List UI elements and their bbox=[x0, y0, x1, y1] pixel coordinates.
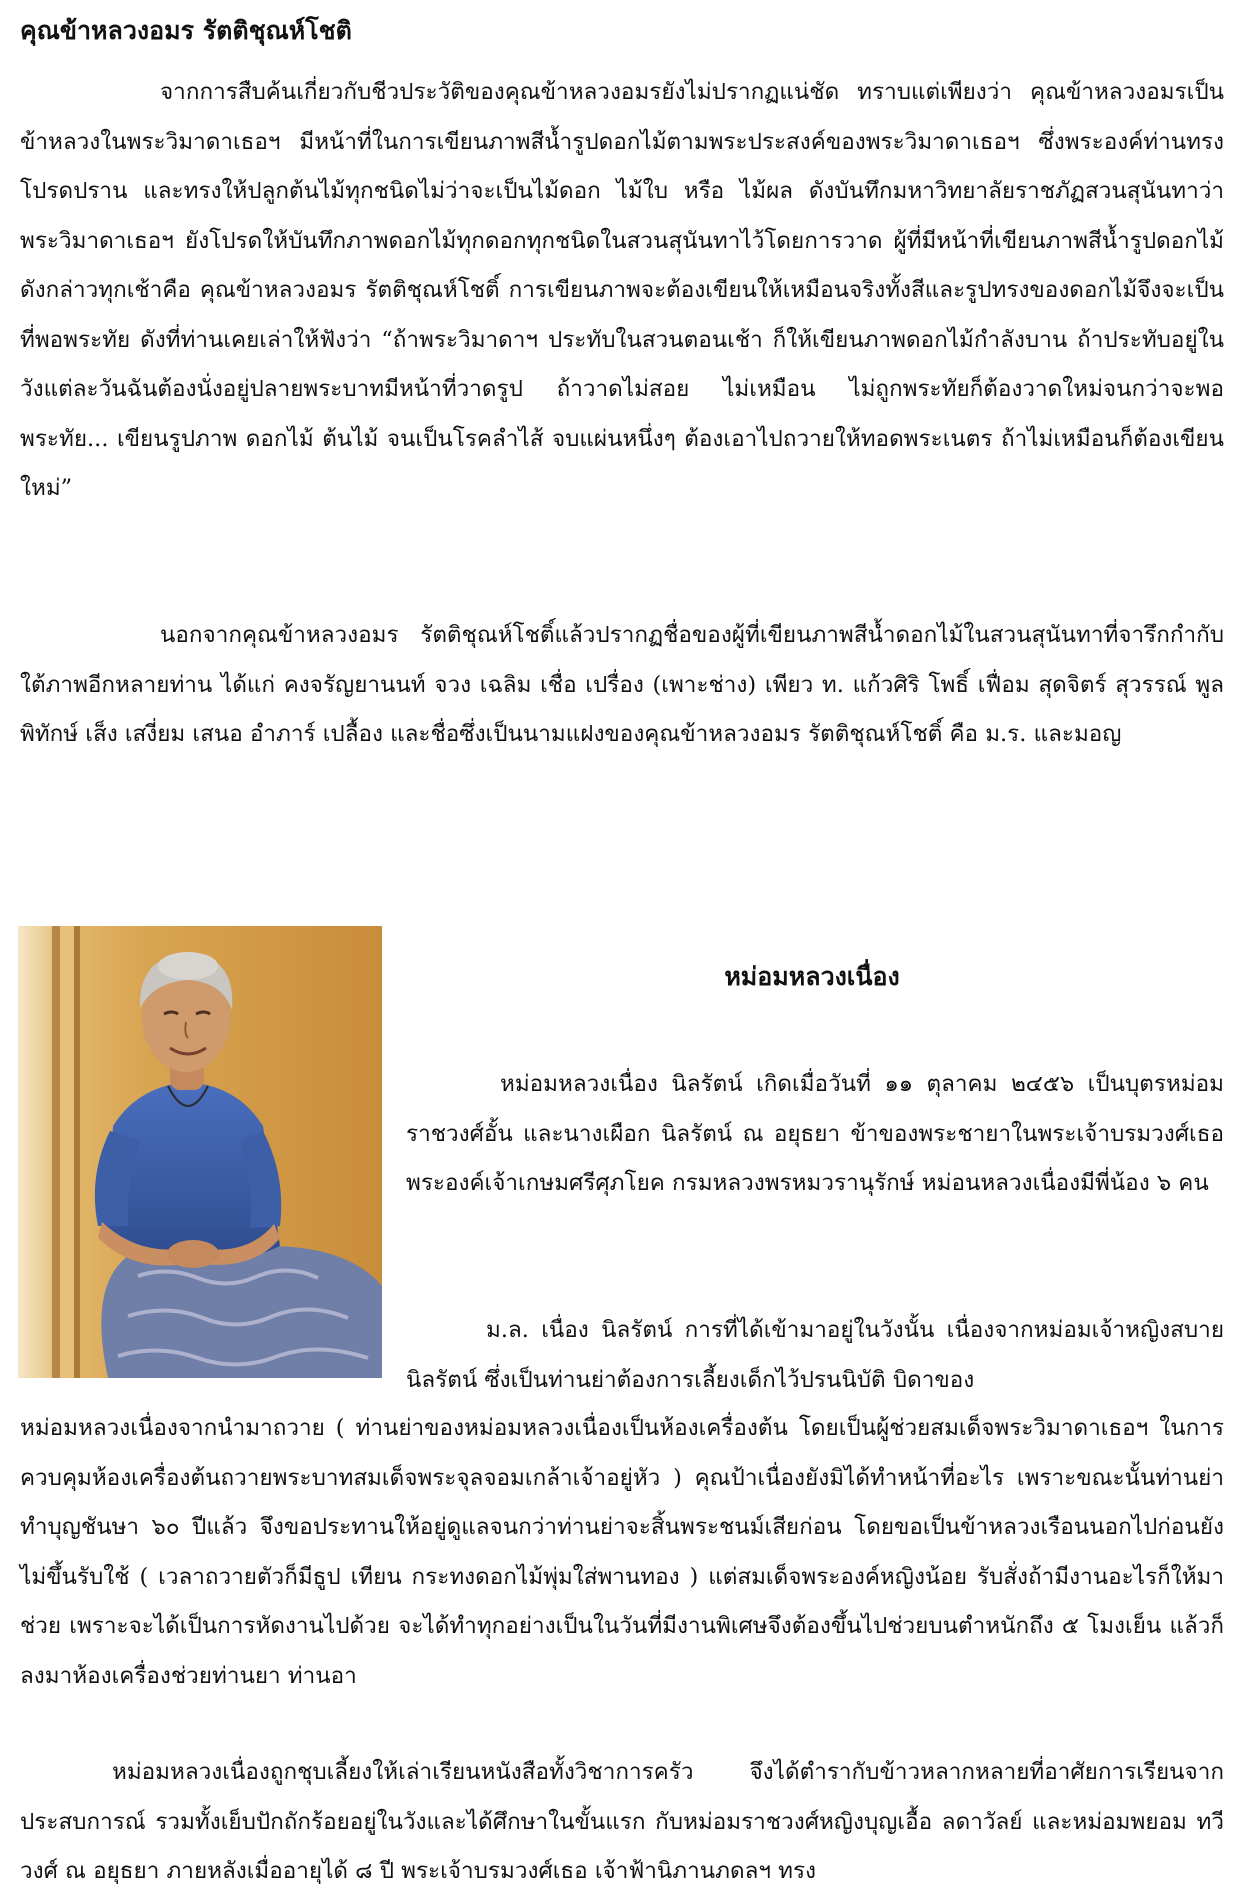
paragraph-other-painters: นอกจากคุณข้าหลวงอมร รัตติชุณห์โชติ์แล้วปรากฏชื่อของผู้ที่เขียนภาพสีน้ำดอกไม้ในสวนสุนันทาที่จารึกกำกับใต้ภาพอีกหลายท่าน ได้แก่ คงจรัญยานนท์ จวง เฉลิม เชื่อ เปรื่อง (เพาะช่าง) เพียว ท. แก้วศิริ โพธิ์ เฟื่อม สุดจิตร์ สุวรรณ์ พูลพิทักษ์ เส็ง เสงี่ยม เสนอ อำภาร์ เปลื้อง และชื่อซึ่งเป็นนามแฝงของคุณข้าหลวงอมร รัตติชุณห์โชติ์ คือ ม.ร. และมอญ bbox=[20, 622, 1224, 747]
paragraph-palace-duties: หม่อมหลวงเนื่องจากนำมาถวาย ( ท่านย่าของหม่อมหลวงเนื่องเป็นห้องเครื่องต้น โดยเป็นผู้ช่วยสมเด็จพระวิมาดาเธอฯ ในการควบคุมห้องเครื่องต้นถวายพระบาทสมเด็จพระจุลจอมเกล้าเจ้าอยู่หัว ) คุณป้าเนื่องยังมิได้ทำหน้าที่อะไร เพราะขณะนั้นท่านย่าทำบุญชันษา ๖๐ ปีแล้ว จึงขอประทานให้อยู่ดูแลจนกว่าท่านย่าจะสิ้นพระชนม์เสียก่อน โดยขอเป็นข้าหลวงเรือนนอกไปก่อนยังไม่ขึ้นรับใช้ ( เวลาถวายตัวก็มีธูป เทียน กระทงดอกไม้พุ่มใส่พานทอง ) แต่สมเด็จพระองค์หญิงน้อย รับสั่งถ้ามีงานอะไรก็ให้มาช่วย เพราะจะได้เป็นการหัดงานไปด้วย จะได้ทำทุกอย่างเป็นในวันที่มีงานพิเศษจึงต้องขึ้นไปช่วยบนตำหนักถึง ๕ โมงเย็น แล้วก็ลงมาห้องเครื่องช่วยท่านยา ท่านอา bbox=[20, 1415, 1224, 1689]
paragraph-entering-palace: ม.ล. เนื่อง นิลรัตน์ การที่ได้เข้ามาอยู่ในวังนั้น เนื่องจากหม่อมเจ้าหญิงสบาย นิลรัตน์ ซึ่งเป็นท่านย่าต้องการเลี้ยงเด็กไว้ปรนนิบัติ บิดาของ bbox=[406, 1317, 1224, 1393]
paragraph-education-nuang: หม่อมหลวงเนื่องถูกชุบเลี้ยงให้เล่าเรียนหนังสือทั้งวิชาการครัว จึงได้ตำรากับข้าวหลากหลายที่อาศัยการเรียนจากประสบการณ์ รวมทั้งเย็บปักถักร้อยอยู่ในวังและได้ศึกษาในขั้นแรก กับหม่อมราชวงศ์หญิงบุญเอื้อ ลดาวัลย์ และหม่อมพยอม ทวีวงศ์ ณ อยุธยา ภายหลังเมื่ออายุได้ ๘ ปี พระเจ้าบรมวงศ์เธอ เจ้าฟ้านิภานภดลฯ ทรง bbox=[20, 1759, 1224, 1884]
paragraph-biography-amorn: จากการสืบค้นเกี่ยวกับชีวประวัติของคุณข้าหลวงอมรยังไม่ปรากฏแน่ชัด ทราบแต่เพียงว่า คุณข้าหลวงอมรเป็นข้าหลวงในพระวิมาดาเธอฯ มีหน้าที่ในการเขียนภาพสีน้ำรูปดอกไม้ตามพระประสงค์ของพระวิมาดาเธอฯ ซึ่งพระองค์ท่านทรงโปรดปราน และทรงให้ปลูกต้นไม้ทุกชนิดไม่ว่าจะเป็นไม้ดอก ไม้ใบ หรือ ไม้ผล ดังบันทึกมหาวิทยาลัยราชภัฏสวนสุนันทาว่า พระวิมาดาเธอฯ ยังโปรดให้บันทึกภาพดอกไม้ทุกดอกทุกชนิดในสวนสุนันทาไว้โดยการวาด ผู้ที่มีหน้าที่เขียนภาพสีน้ำรูปดอกไม้ดังกล่าวทุกเช้าคือ คุณข้าหลวงอมร รัตติชุณห์โชติ์ การเขียนภาพจะต้องเขียนให้เหมือนจริงทั้งสีและรูปทรงของดอกไม้จึงจะเป็นที่พอพระทัย ดังที่ท่านเคยเล่าให้ฟังว่า “ถ้าพระวิมาดาฯ ประทับในสวนตอนเช้า ก็ให้เขียนภาพดอกไม้กำลังบาน ถ้าประทับอยู่ในวังแต่ละวันฉันต้องนั่งอยู่ปลายพระบาทมีหน้าที่วาดรูป ถ้าวาดไม่สอย ไม่เหมือน ไม่ถูกพระทัยก็ต้องวาดใหม่จนกว่าจะพอพระทัย... เขียนรูปภาพ ดอกไม้ ต้นไม้ จนเป็นโรคลำไส้ จบแผ่นหนึ่งๆ ต้องเอาไปถวายให้ทอดพระเนตร ถ้าไม่เหมือนก็ต้องเขียนใหม่” bbox=[20, 79, 1224, 501]
section-title-khun-amorn: คุณข้าหลวงอมร รัตติชุณห์โชติ bbox=[20, 16, 352, 45]
portrait-photo bbox=[18, 926, 382, 1378]
paragraph-birth-nuang: หม่อมหลวงเนื่อง นิลรัตน์ เกิดเมื่อวันที่ ๑๑ ตุลาคม ๒๔๕๖ เป็นบุตรหม่อมราชวงศ์อั้น และนางเผือก นิลรัตน์ ณ อยุธยา ข้าของพระชายาในพระเจ้าบรมวงศ์เธอพระองค์เจ้าเกษมศรีศุภโยค กรมหลวงพรหมวรานุรักษ์ หม่อนหลวงเนื่องมีพี่น้อง ๖ คน bbox=[406, 1071, 1224, 1196]
section-title-ml-nuang: หม่อมหลวงเนื่อง bbox=[724, 962, 900, 991]
portrait-photo-icon bbox=[18, 926, 382, 1378]
